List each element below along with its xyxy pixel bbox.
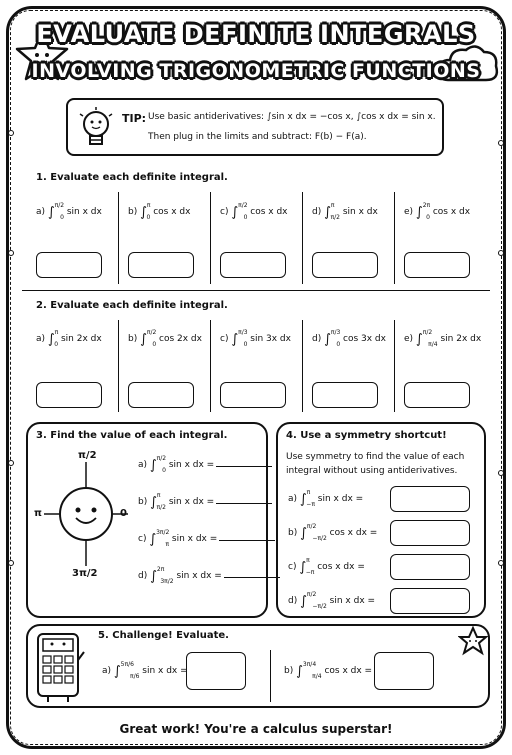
section2-title: 2. Evaluate each definite integral. (36, 300, 228, 311)
section1-problem-integrand: cos x dx (429, 207, 471, 217)
border-dot-icon (8, 560, 14, 566)
answer-line[interactable] (219, 540, 275, 541)
answer-box[interactable] (390, 588, 470, 614)
section2-problem-integrand: cos 2x dx (156, 334, 202, 344)
section1-problem-letter: a) (36, 207, 48, 217)
column-divider (118, 320, 119, 412)
section4-problem-lower-limit: −π/2 (312, 535, 327, 542)
answer-box[interactable] (390, 554, 470, 580)
border-dot-icon (498, 470, 504, 476)
section1-title: 1. Evaluate each definite integral. (36, 172, 228, 183)
section3-problem-integrand: sin x dx = (165, 460, 215, 470)
section4-problem-letter: b) (288, 528, 301, 538)
integral-sign-icon: ∫ (149, 532, 157, 547)
section5-problem-upper-limit: 5π/6 (120, 661, 134, 668)
section1-problem-integrand: sin x dx (63, 207, 102, 217)
section5-problem-letter: a) (102, 666, 114, 676)
answer-box[interactable] (374, 652, 434, 690)
section1-problem-lower-limit: 0 (60, 214, 64, 221)
section5-problem-upper-limit: 3π/4 (302, 661, 317, 668)
integral-sign-icon: ∫ (415, 332, 423, 347)
section3-problem (138, 455, 272, 474)
integral-sign-icon: ∫ (150, 495, 157, 510)
section2-problem (128, 329, 202, 348)
section1-problem-integrand: cos x dx (150, 207, 191, 217)
answer-box[interactable] (186, 652, 246, 690)
column-divider (210, 320, 211, 412)
section4-problem-integrand: cos x dx = (314, 562, 365, 572)
section2-problem-integrand: sin 2x dx (437, 334, 482, 344)
answer-box[interactable] (36, 252, 102, 278)
integral-sign-icon: ∫ (296, 664, 303, 679)
section1-problem (128, 202, 191, 221)
answer-box[interactable] (404, 252, 470, 278)
border-dot-icon (8, 130, 14, 136)
answer-box[interactable] (312, 252, 378, 278)
section1-problem-upper-limit: π (330, 202, 335, 209)
section4-problem-integrand: cos x dx = (326, 528, 378, 538)
section1-problem-upper-limit: π/2 (238, 202, 248, 209)
section2-problem-letter: d) (312, 334, 325, 344)
tip-label: TIP: (122, 112, 147, 125)
integral-sign-icon: ∫ (231, 205, 239, 220)
section3-problem-integrand: sin x dx = (173, 571, 222, 581)
section3-title: 3. Find the value of each integral. (36, 430, 228, 441)
border-dot-icon (498, 140, 504, 146)
integral-sign-icon: ∫ (324, 332, 331, 347)
section4-problem-letter: a) (288, 494, 300, 504)
answer-box[interactable] (36, 382, 102, 408)
section1-problem-letter: b) (128, 207, 141, 217)
section4-title: 4. Use a symmetry shortcut! (286, 430, 447, 441)
answer-box[interactable] (128, 252, 194, 278)
section2-problem-letter: a) (36, 334, 48, 344)
section3-problem-lower-limit: π/2 (156, 504, 166, 511)
column-divider (302, 320, 303, 412)
section2-problem-lower-limit: 0 (54, 341, 59, 348)
page-title-line1: EVALUATE DEFINITE INTEGRALS (36, 20, 476, 48)
section3-problem-upper-limit: 2π (156, 566, 165, 573)
section4-problem-upper-limit: π/2 (306, 523, 317, 530)
section3-problem-upper-limit: π (156, 492, 161, 499)
section4-problem-letter: c) (288, 562, 300, 572)
section2-problem (404, 329, 482, 348)
section5-problem-lower-limit: π/6 (129, 673, 140, 680)
section3-problem (138, 529, 275, 548)
integral-sign-icon: ∫ (299, 560, 307, 575)
integral-sign-icon: ∫ (300, 526, 307, 541)
section2-problem-integrand: sin 2x dx (58, 334, 102, 344)
tip-box (66, 98, 444, 156)
section3-problem (138, 566, 280, 585)
section2-problem-integrand: cos 3x dx (340, 334, 386, 344)
section4-problem-lower-limit: −π (306, 501, 315, 508)
integral-sign-icon: ∫ (324, 205, 331, 220)
section2-problem (36, 329, 102, 348)
section2-problem (312, 329, 386, 348)
integral-sign-icon: ∫ (140, 205, 147, 220)
section1-problem (404, 202, 471, 221)
integral-sign-icon: ∫ (299, 492, 307, 507)
section4-problem-lower-limit: −π (305, 569, 315, 576)
section1-problem-integrand: sin x dx (339, 207, 378, 217)
section3-problem-letter: b) (138, 497, 151, 507)
section3-problem-upper-limit: 3π/2 (156, 529, 170, 536)
calculator-mascot-icon (32, 630, 88, 704)
section1-problem-upper-limit: π/2 (54, 202, 65, 209)
section3-problem-integrand: sin x dx = (169, 534, 218, 544)
section1-problem-lower-limit: 0 (243, 214, 248, 221)
column-divider (302, 192, 303, 284)
section3-problem (138, 492, 272, 511)
border-dot-icon (8, 460, 14, 466)
axis-label-right: 0 (120, 508, 127, 519)
unit-circle-face-icon (40, 462, 132, 566)
integral-sign-icon: ∫ (231, 332, 239, 347)
section4-problem (288, 523, 378, 542)
section4-instructions-line2: integral without using antiderivatives. (286, 466, 458, 476)
section3-problem-letter: a) (138, 460, 150, 470)
section4-problem (288, 557, 365, 576)
section4-problem (288, 591, 376, 610)
axis-label-top: π/2 (78, 450, 97, 461)
section2-problem-lower-limit: 0 (152, 341, 157, 348)
section1-problem (36, 202, 102, 221)
section4-problem-integrand: sin x dx = (314, 494, 364, 504)
integral-sign-icon: ∫ (140, 332, 147, 347)
section1-problem-letter: e) (404, 207, 416, 217)
integral-sign-icon: ∫ (47, 332, 55, 347)
integral-sign-icon: ∫ (415, 205, 423, 220)
column-divider (118, 192, 119, 284)
border-dot-icon (498, 250, 504, 256)
answer-box[interactable] (390, 520, 470, 546)
answer-box[interactable] (390, 486, 470, 512)
section4-problem-lower-limit: −π/2 (312, 603, 327, 610)
section4-problem-letter: d) (288, 596, 301, 606)
page-title-line2: INVOLVING TRIGONOMETRIC FUNCTIONS (31, 60, 481, 82)
axis-label-left: π (34, 508, 42, 519)
section2-problem-upper-limit: π/3 (330, 329, 341, 336)
footer-message: Great work! You're a calculus superstar! (119, 722, 393, 736)
section2-problem-lower-limit: 0 (243, 341, 248, 348)
answer-box[interactable] (220, 382, 286, 408)
section2-problem (220, 329, 291, 348)
section1-problem-lower-limit: 0 (146, 214, 151, 221)
answer-box[interactable] (128, 382, 194, 408)
section3-problem-lower-limit: 0 (162, 467, 166, 474)
section2-problem-upper-limit: π/3 (238, 329, 248, 336)
column-divider (210, 192, 211, 284)
section1-problem-lower-limit: 0 (426, 214, 430, 221)
section2-problem-upper-limit: π/2 (422, 329, 433, 336)
section4-problem-upper-limit: π (306, 557, 310, 564)
border-dot-icon (498, 560, 504, 566)
section2-problem-integrand: sin 3x dx (247, 334, 291, 344)
section3-problem-letter: d) (138, 571, 151, 581)
section5-problem-integrand: sin x dx = (139, 666, 188, 676)
answer-line[interactable] (216, 503, 272, 504)
section2-problem-upper-limit: π/2 (146, 329, 157, 336)
section2-problem-letter: b) (128, 334, 141, 344)
tip-text-line2: Then plug in the limits and subtract: F(b) − F(a). (148, 132, 367, 142)
axis-label-bottom: 3π/2 (72, 568, 98, 579)
answer-line[interactable] (216, 466, 272, 467)
integral-sign-icon: ∫ (300, 594, 307, 609)
integral-sign-icon: ∫ (149, 458, 157, 473)
section5-problem (102, 661, 188, 680)
answer-line[interactable] (224, 577, 280, 578)
section1-problem (312, 202, 378, 221)
section5-problem-integrand: cos x dx = (321, 666, 373, 676)
section2-problem-letter: c) (220, 334, 232, 344)
section5-title: 5. Challenge! Evaluate. (98, 630, 229, 641)
section5-problem (284, 661, 373, 680)
section5-problem-lower-limit: π/4 (312, 673, 322, 680)
section5-problem-letter: b) (284, 666, 297, 676)
answer-box[interactable] (220, 252, 286, 278)
section1-problem-lower-limit: π/2 (330, 214, 340, 221)
section1-problem-letter: d) (312, 207, 325, 217)
small-star-icon (458, 626, 488, 656)
answer-box[interactable] (404, 382, 470, 408)
section2-problem-lower-limit: π/4 (428, 341, 438, 348)
column-divider (394, 320, 395, 412)
column-divider (270, 650, 271, 702)
integral-sign-icon: ∫ (47, 205, 55, 220)
border-dot-icon (8, 250, 14, 256)
section1-problem-integrand: cos x dx (247, 207, 288, 217)
section4-problem-integrand: sin x dx = (326, 596, 376, 606)
section2-problem-lower-limit: 0 (336, 341, 341, 348)
section3-problem-lower-limit: π (165, 541, 170, 548)
tip-text-line1: Use basic antiderivatives: ∫sin x dx = −cos x, ∫cos x dx = sin x. (148, 112, 436, 122)
section1-problem-upper-limit: π (146, 202, 151, 209)
section3-problem-integrand: sin x dx = (165, 497, 215, 507)
answer-box[interactable] (312, 382, 378, 408)
section3-problem-upper-limit: π/2 (156, 455, 167, 462)
section-divider (22, 290, 490, 291)
section3-problem-letter: c) (138, 534, 150, 544)
integral-sign-icon: ∫ (113, 664, 121, 679)
section1-problem-letter: c) (220, 207, 232, 217)
integral-sign-icon: ∫ (150, 569, 157, 584)
section1-problem (220, 202, 288, 221)
column-divider (394, 192, 395, 284)
section2-problem-letter: e) (404, 334, 416, 344)
section4-problem-upper-limit: π (306, 489, 311, 496)
section2-problem-upper-limit: π (54, 329, 59, 336)
lightbulb-icon (76, 106, 116, 152)
section1-problem-upper-limit: 2π (422, 202, 431, 209)
section4-instructions-line1: Use symmetry to find the value of each (286, 452, 465, 462)
section3-problem-lower-limit: 3π/2 (160, 578, 174, 585)
section4-problem (288, 489, 364, 508)
section4-problem-upper-limit: π/2 (306, 591, 317, 598)
